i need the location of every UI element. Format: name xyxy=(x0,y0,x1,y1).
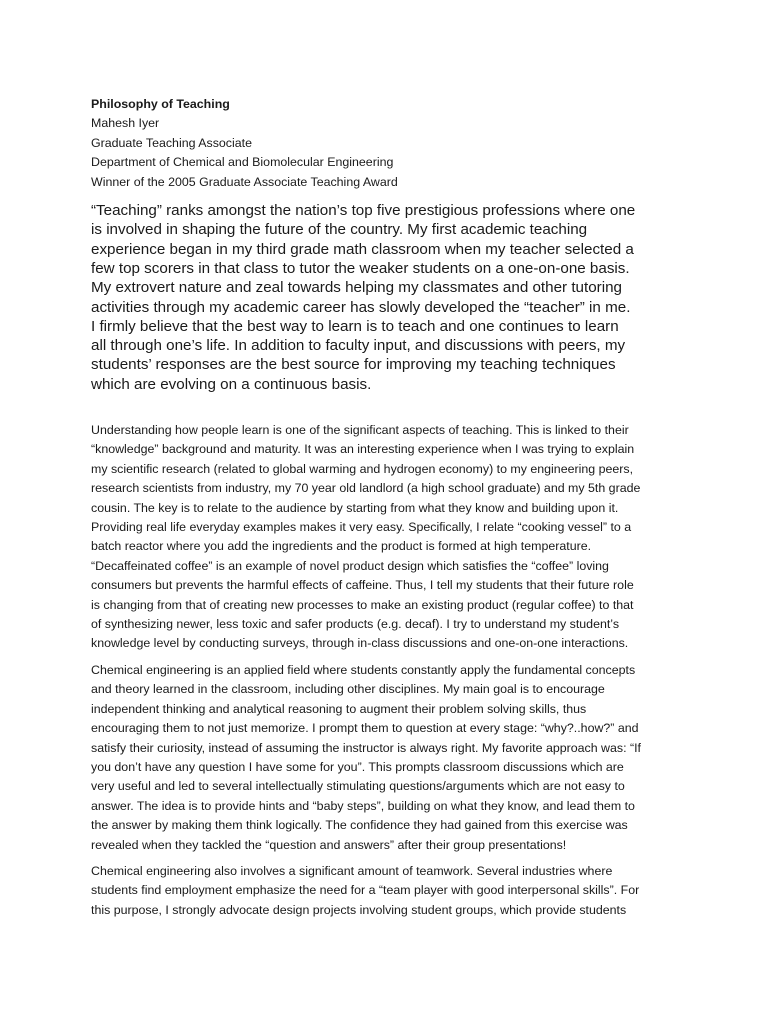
paragraph-line: batch reactor where you add the ingredients and the product is formed at high temperature. xyxy=(91,539,592,554)
paragraph-line: “knowledge” background and maturity. It was an interesting experience when I was trying to explain xyxy=(91,442,635,457)
paragraph-line: this purpose, I strongly advocate design projects involving student groups, which provide students xyxy=(91,902,627,917)
author-department: Department of Chemical and Biomolecular Engineering xyxy=(91,155,394,170)
paragraph-line: students find employment emphasize the need for a “team player with good interpersonal skills”. For xyxy=(91,883,640,898)
intro-line: “Teaching” ranks amongst the nation’s top five prestigious professions where one xyxy=(91,202,636,220)
paragraph-line: you don’t have any question I have some for you”. This prompts classroom discussions which are xyxy=(91,759,624,774)
paragraph-line: Chemical engineering is an applied field where students constantly apply the fundamental concepts xyxy=(91,662,636,677)
paragraph-line: cousin. The key is to relate to the audience by starting from what they know and building upon it. xyxy=(91,500,619,515)
paragraph-line: revealed when they tackled the “question and answers” after their group presentations! xyxy=(91,837,567,852)
paragraph-line: Understanding how people learn is one of the significant aspects of teaching. This is linked to their xyxy=(91,423,629,437)
intro-line: I firmly believe that the best way to learn is to teach and one continues to learn xyxy=(91,317,619,335)
body-paragraph-teamwork xyxy=(91,862,681,920)
intro-line: My extrovert nature and zeal towards helping my classmates and other tutoring xyxy=(91,279,622,297)
paragraph-line: Providing real life everyday examples makes it very easy. Specifically, I relate “cooking vessel” to a xyxy=(91,520,632,535)
document-header xyxy=(91,95,681,192)
paragraph-line: research scientists from industry, my 70 year old landlord (a high school graduate) and my 5th grade xyxy=(91,481,641,496)
body-paragraph-learning xyxy=(91,421,681,654)
paragraph-line: is changing from that of creating new processes to make an existing product (regular coffee) to that xyxy=(91,597,634,612)
intro-line: is involved in shaping the future of the country. My first academic teaching xyxy=(91,221,588,239)
intro-line: few top scorers in that class to tutor the weaker students on a one-on-one basis. xyxy=(91,259,630,277)
paragraph-line: satisfy their curiosity, instead of assuming the instructor is always right. My favorite approach was: “If xyxy=(91,740,641,755)
paragraph-line: consumers but prevents the harmful effects of caffeine. Thus, I tell my students that their future role xyxy=(91,578,634,593)
paragraph-line: “Decaffeinated coffee” is an example of novel product design which satisfies the “coffee” loving xyxy=(91,558,609,573)
author-position: Graduate Teaching Associate xyxy=(91,135,252,150)
paragraph-line: encouraging them to not just memorize. I prompt them to question at every stage: “why?..how?” and xyxy=(91,721,639,736)
body-paragraph-applied-field xyxy=(91,661,681,855)
paragraph-line: of synthesizing newer, less toxic and safer products (e.g. decaf). I try to understand my student’s xyxy=(91,617,620,632)
intro-paragraph xyxy=(91,201,681,394)
paragraph-line: knowledge level by conducting surveys, through in-class discussions and one-on-one interactions. xyxy=(91,636,629,651)
paragraph-line: answer. The idea is to provide hints and “baby steps”, building on what they know, and lead them to xyxy=(91,798,635,813)
paragraph-line: and theory learned in the classroom, including other disciplines. My main goal is to encourage xyxy=(91,682,605,697)
paragraph-line: very useful and led to several intellectually stimulating questions/arguments which are not easy to xyxy=(91,779,625,794)
paragraph-line: my scientific research (related to global warming and hydrogen economy) to my engineering peers, xyxy=(91,461,634,476)
document-content xyxy=(91,95,681,920)
author-award: Winner of the 2005 Graduate Associate Teaching Award xyxy=(91,174,398,189)
intro-line: all through one’s life. In addition to faculty input, and discussions with peers, my xyxy=(91,337,626,355)
paragraph-line: the answer by making them think logically. The confidence they had gained from this exercise was xyxy=(91,818,628,833)
intro-line: experience began in my third grade math classroom when my teacher selected a xyxy=(91,240,634,258)
paragraph-line: Chemical engineering also involves a significant amount of teamwork. Several industries where xyxy=(91,863,613,878)
intro-line: activities through my academic career has slowly developed the “teacher” in me. xyxy=(91,298,631,316)
paragraph-line: independent thinking and analytical reasoning to augment their problem solving skills, thus xyxy=(91,701,587,716)
author-name: Mahesh Iyer xyxy=(91,116,160,131)
document-title: Philosophy of Teaching xyxy=(91,97,230,111)
intro-line: students’ responses are the best source for improving my teaching techniques xyxy=(91,356,616,374)
intro-line: which are evolving on a continuous basis. xyxy=(91,375,372,393)
